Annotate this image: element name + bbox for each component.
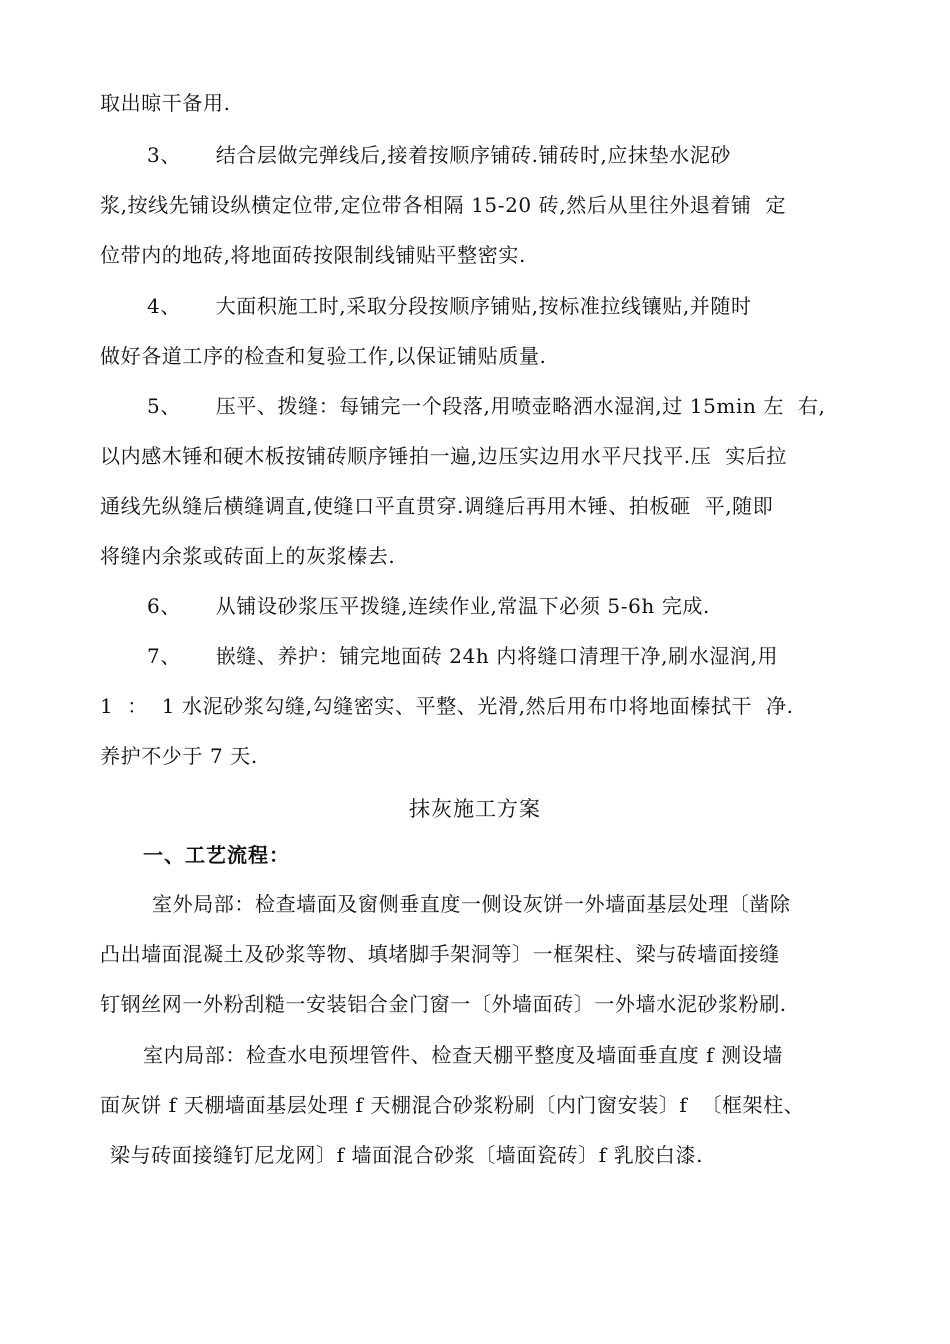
text-line: 将缝内余浆或砖面上的灰浆榛去.	[100, 544, 396, 568]
text-line: 7、 嵌缝、养护：铺完地面砖 24h 内将缝口清理干净,刷水湿润,用	[147, 644, 779, 668]
text-line: 4、 大面积施工时,采取分段按顺序铺贴,按标准拉线镶贴,并随时	[147, 294, 752, 318]
subheading: 一、工艺流程：	[143, 843, 290, 867]
text-line: 室外局部：检查墙面及窗侧垂直度一侧设灰饼一外墙面基层处理〔凿除	[152, 892, 791, 916]
text-line: 5、 压平、拨缝：每铺完一个段落,用喷壶略洒水湿润,过 15min 左 右,	[147, 394, 826, 418]
text-line: 面灰饼 f 天棚墙面基层处理 f 天棚混合砂浆粉刷〔内门窗安装〕f 〔框架柱、	[100, 1093, 805, 1117]
text-line: 1 ： 1 水泥砂浆勾缝,勾缝密实、平整、光滑,然后用布巾将地面榛拭干 净.	[100, 694, 794, 718]
text-line: 做好各道工序的检查和复验工作,以保证铺贴质量.	[100, 344, 547, 368]
text-line: 浆,按线先铺设纵横定位带,定位带各相隔 15-20 砖,然后从里往外退着铺 定	[100, 193, 787, 217]
text-line: 凸出墙面混凝土及砂浆等物、填堵脚手架洞等〕一框架柱、梁与砖墙面接缝	[100, 942, 780, 966]
text-line: 位带内的地砖,将地面砖按限制线铺贴平整密实.	[100, 243, 526, 267]
text-line: 6、 从铺设砂浆压平拨缝,连续作业,常温下必须 5-6h 完成.	[147, 594, 710, 618]
text-line: 3、 结合层做完弹线后,接着按顺序铺砖.铺砖时,应抹垫水泥砂	[147, 143, 731, 167]
text-line: 养护不少于 7 天.	[100, 744, 258, 768]
section-title: 抹灰施工方案	[409, 797, 541, 821]
text-line: 取出晾干备用.	[100, 91, 231, 115]
text-line: 钉钢丝网一外粉刮糙一安装铝合金门窗一〔外墙面砖〕一外墙水泥砂浆粉刷.	[100, 992, 787, 1016]
text-line: 梁与砖面接缝钉尼龙网〕f 墙面混合砂浆〔墙面瓷砖〕f 乳胶白漆.	[110, 1143, 704, 1167]
text-line: 室内局部：检查水电预埋管件、检查天棚平整度及墙面垂直度 f 测设墙	[143, 1043, 783, 1067]
text-line: 通线先纵缝后横缝调直,使缝口平直贯穿.调缝后再用木锤、拍板砸 平,随即	[100, 494, 774, 518]
text-line: 以内感木锤和硬木板按铺砖顺序锤拍一遍,边压实边用水平尺找平.压 实后拉	[100, 444, 788, 468]
